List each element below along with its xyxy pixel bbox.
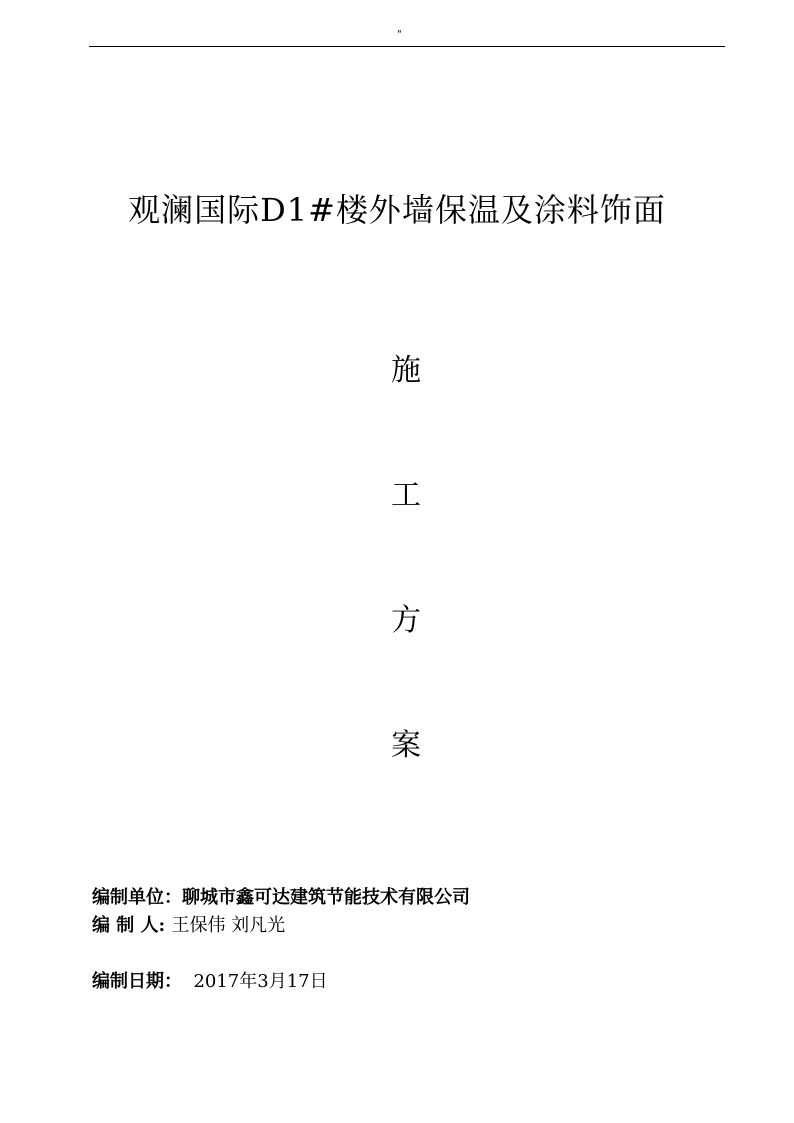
subtitle-char-3: 方	[391, 603, 421, 638]
compiler-value: 王保伟 刘凡光	[171, 915, 286, 936]
document-title: 观澜国际D1#楼外墙保温及涂料饰面	[128, 191, 666, 229]
subtitle-char-4: 案	[391, 728, 421, 763]
compile-date-line	[92, 970, 328, 994]
subtitle-char-1: 施	[391, 353, 421, 388]
compiler-line	[92, 914, 285, 938]
compile-unit-value: 聊城市鑫可达建筑节能技术有限公司	[182, 887, 470, 908]
compile-date-value: 2017年3月17日	[182, 971, 328, 992]
header-divider	[89, 46, 725, 47]
header-mark: "	[397, 29, 402, 40]
compile-date-label: 编制日期：	[92, 971, 182, 992]
subtitle-char-2: 工	[391, 478, 421, 513]
compile-unit-line	[92, 886, 470, 910]
compiler-label: 编 制 人:	[92, 915, 172, 936]
compile-unit-label: 编制单位：	[92, 887, 182, 908]
